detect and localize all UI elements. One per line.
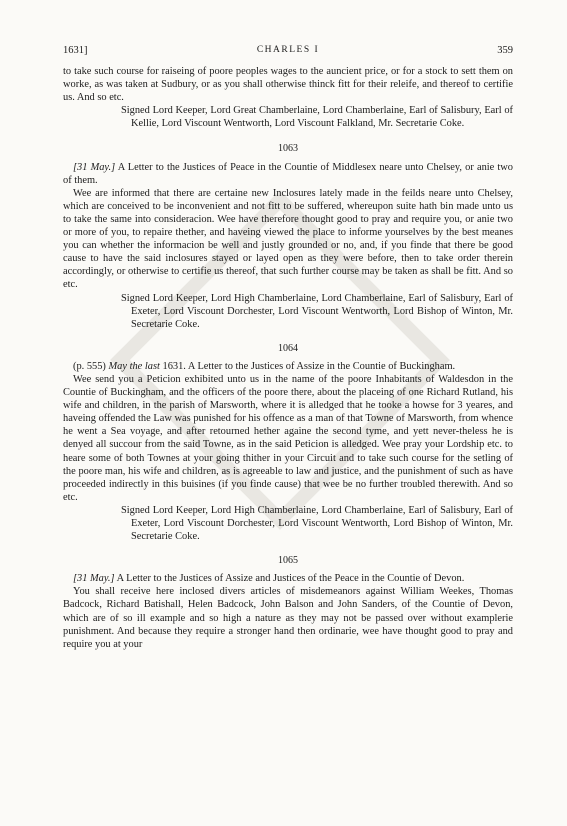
intro-signatories: Signed Lord Keeper, Lord Great Chamberlaine, Lord Chamberlaine, Earl of Salisbury, Earl of Kellie, Lord Viscount Wentworth, Lord Viscount Falkland, Mr. Secretarie Coke. bbox=[121, 105, 513, 130]
entry-body-1064: Wee send you a Peticion exhibited unto us in the name of the poore Inhabitants of Waldesdon in the Countie of Buckingham, and the officers of the poore there, about the placeing of one Richard Rutland, his wife and children, in the parish of Marsworth, where it is alledged that he tooke a howse for 3 yeares, and haveing offended the Law was punished for his offence as a man of that Towne of Marsworth, from whence he went a Sea voyage, and after retourned hether againe the second tyme, and yett never-theless he is denyed all succour from the said Towne, as in the said Peticion is alledged. Wee pray your Lordship etc. to heare some of both Townes at your going thither in your Circuit and to take such course for the setling of the poore man, his wife and children, as is agreeable to law and justice, and the punishment of such as have proceeded indirectly in this buisines (if you finde cause) that wee be no further troubled therewith. And so etc. bbox=[63, 373, 513, 503]
entry-signatories-1063: Signed Lord Keeper, Lord High Chamberlaine, Lord Chamberlaine, Earl of Salisbury, Earl of Exeter, Lord Viscount Dorchester, Lord Viscount Wentworth, Lord Bishop of Winton, Mr. Secretarie Coke. bbox=[121, 292, 513, 330]
header-title: CHARLES I bbox=[256, 45, 320, 55]
running-header bbox=[63, 44, 513, 59]
entry-title: A Letter to the Justices of Peace in the Countie of Middlesex neare unto Chelsey, or anie two of them. bbox=[63, 161, 513, 186]
page-number: 359 bbox=[497, 45, 513, 56]
entry-number-1064: 1064 bbox=[278, 342, 298, 354]
header-year: 1631] bbox=[63, 45, 88, 56]
entry-date: [31 May.] bbox=[73, 573, 115, 585]
entry-body-1063: Wee are informed that there are certaine new Inclosures lately made in the feilds neare unto Chelsey, which are conceived to be inconvenient and not fitt to be suffered, whereupon suite hath bin made unto us to take the same into consideracion. Wee have therefore thought good to pray and require you, or anie two or more of you, to repaire thether, and haveing viewed the place to informe yourselves by the best meanes you can whether the informacion be well and justly grounded or no, and, if you finde that there be good cause to have the said inclosures stayed or layed open as they were before, then to take order therein accordingly, or otherwise to certifie us thereof, that such further course may be taken as shall be fitt. And so etc. bbox=[63, 187, 513, 291]
entry-heading-1065 bbox=[63, 572, 513, 585]
entry-date: May the last bbox=[108, 360, 160, 372]
entry-heading-1064 bbox=[63, 360, 513, 373]
entry-heading-1063 bbox=[63, 161, 513, 187]
entry-title: A Letter to the Justices of Assize in the Countie of Buckingham. bbox=[187, 360, 456, 372]
entry-body-1065: You shall receive here inclosed divers articles of misdemeanors against William Weekes, Thomas Badcock, Richard Batishall, Helen Badcock, John Balson and John Sanders, of the Countie of Devon, which are of so ill example and so high a nature as they may not be passed over without examplerie punishment. And because they require a stronger hand then ordinarie, wee have thought good to pray and require you at your bbox=[63, 586, 513, 650]
document-page bbox=[63, 44, 513, 651]
entry-year: 1631. bbox=[162, 360, 186, 372]
page-reference: (p. 555) bbox=[73, 360, 106, 372]
intro-paragraph: to take such course for raiseing of poore peoples wages to the auncient price, or for a stock to sett them on worke, as was taken at Sudbury, or as you shall otherwise thinck fitt for their releife, and thereof to certifie us. And so etc. bbox=[63, 66, 513, 104]
entry-number-1065: 1065 bbox=[278, 555, 298, 567]
entry-signatories-1064: Signed Lord Keeper, Lord High Chamberlaine, Lord Chamberlaine, Earl of Salisbury, Earl of Exeter, Lord Viscount Dorchester, Lord Viscount Wentworth, Lord Bishop of Winton, Mr. Secretarie Coke. bbox=[121, 504, 513, 543]
entry-number-1063: 1063 bbox=[278, 143, 298, 155]
entry-title: A Letter to the Justices of Assize and Justices of the Peace in the Countie of Devon. bbox=[116, 573, 465, 585]
entry-date: [31 May.] bbox=[73, 161, 116, 173]
